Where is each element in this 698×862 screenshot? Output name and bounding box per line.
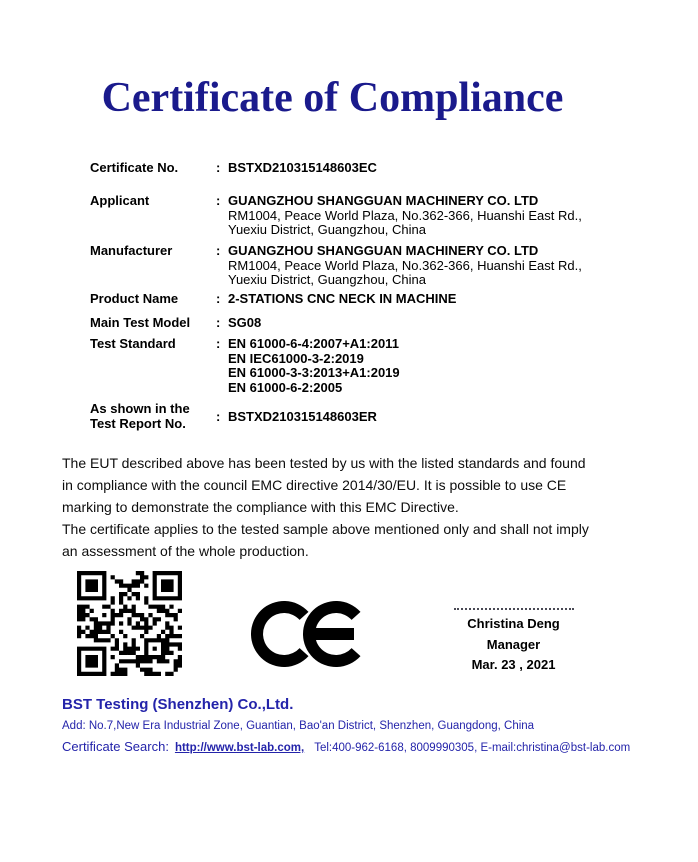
field-colon: : [216,160,221,175]
field-colon: : [216,336,221,351]
field-label: Main Test Model [90,315,191,330]
statement-line: marking to demonstrate the compliance with this EMC Directive. [62,499,459,515]
field-value: 2-STATIONS CNC NECK IN MACHINE [228,291,457,306]
field-label: Product Name [90,291,179,306]
field-row-manufacturer [90,244,610,288]
signature-dotted-line [454,599,574,610]
field-address-line: RM1004, Peace World Plaza, No.362-366, Huanshi East Rd., [228,257,582,273]
field-value: EN 61000-6-4:2007+A1:2011 [228,336,399,351]
field-row-main-test-model [90,316,610,331]
statement-line: an assessment of the whole production. [62,543,309,559]
signature-name: Christina Deng [467,616,560,631]
field-value: BSTXD210315148603ER [228,408,377,424]
field-value: GUANGZHOU SHANGGUAN MACHINERY CO. LTD [228,243,539,258]
company-name: BST Testing (Shenzhen) Co.,Ltd. [62,696,294,713]
statement-line: in compliance with the council EMC directive 2014/30/EU. It is possible to use CE [62,477,567,493]
field-row-product-name [90,292,610,307]
field-row-applicant [90,194,610,238]
field-label: Manufacturer [90,243,173,258]
field-label: Certificate No. [90,160,179,175]
field-colon: : [216,315,221,330]
contact-info: Tel:400-962-6168, 8009990305, E-mail:christina@bst-lab.com [314,742,631,754]
ce-mark-icon [251,600,361,668]
field-address-line: Yuexiu District, Guangzhou, China [228,222,426,237]
certificate-search-label: Certificate Search: [62,739,169,754]
field-row-certificate-no [90,161,610,176]
statement-line: The EUT described above has been tested by us with the listed standards and found [62,455,586,471]
field-value: GUANGZHOU SHANGGUAN MACHINERY CO. LTD [228,193,539,208]
field-label: Applicant [90,193,150,208]
field-row-test-standard [90,337,610,395]
field-value: SG08 [228,315,262,330]
field-value: BSTXD210315148603EC [228,160,377,175]
field-address-line: Yuexiu District, Guangzhou, China [228,272,426,287]
signature-date: Mar. 23 , 2021 [471,657,556,672]
field-value: EN 61000-3-3:2013+A1:2019 [228,365,400,380]
field-row-test-report-no [90,402,610,431]
company-address: Add: No.7,New Era Industrial Zone, Guantian, Bao'an District, Shenzhen, Guangdong, China [62,720,535,732]
field-address-line: RM1004, Peace World Plaza, No.362-366, Huanshi East Rd., [228,207,582,223]
field-colon: : [216,193,221,208]
certificate-search-link[interactable]: http://www.bst-lab.com, [174,742,305,754]
footer [62,696,662,756]
qr-code [77,571,182,676]
field-value: EN IEC61000-3-2:2019 [228,350,364,366]
signature-role: Manager [486,636,541,652]
field-colon: : [216,291,221,306]
field-colon: : [216,243,221,258]
page-title: Certificate of Compliance [101,75,564,121]
field-colon: : [216,408,221,424]
signature-block [436,599,591,676]
compliance-statement [62,452,654,562]
field-label: Test Standard [90,336,176,351]
statement-line: The certificate applies to the tested sample above mentioned only and shall not imply [62,521,589,537]
field-value: EN 61000-6-2:2005 [228,379,343,395]
field-label: As shown in the Test Report No. [90,401,190,431]
